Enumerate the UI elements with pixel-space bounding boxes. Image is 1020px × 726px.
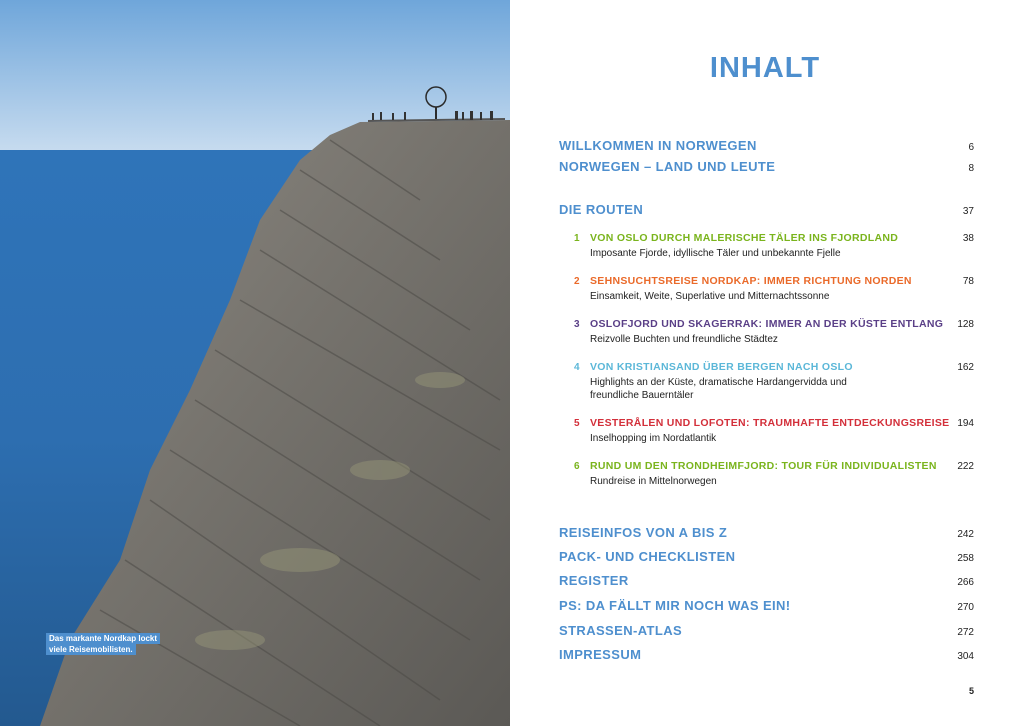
route-subtitle: Highlights an der Küste, dramatische Hardangervidda und freundliche Bauerntäler xyxy=(590,377,847,401)
toc-entry-page: 304 xyxy=(957,651,974,662)
route-subtitle: Inselhopping im Nordatlantik xyxy=(590,433,717,444)
caption-line-1: Das markante Nordkap lockt xyxy=(46,633,160,644)
route-number: 2 xyxy=(574,276,580,287)
route-title: VON OSLO DURCH MALERISCHE TÄLER INS FJORDLAND xyxy=(590,232,899,244)
route-subtitle: Imposante Fjorde, idyllische Täler und unbekannte Fjelle xyxy=(590,248,841,259)
route-subtitle: Einsamkeit, Weite, Superlative und Mitternachtssonne xyxy=(590,291,830,302)
route-title: SEHNSUCHTSREISE NORDKAP: IMMER RICHTUNG NORDEN xyxy=(590,275,912,287)
toc-entry-label: NORWEGEN – LAND UND LEUTE xyxy=(559,159,776,174)
route-number: 5 xyxy=(574,418,580,429)
route-title: OSLOFJORD UND SKAGERRAK: IMMER AN DER KÜSTE ENTLANG xyxy=(590,318,944,330)
toc-entry[interactable] xyxy=(559,525,974,540)
toc-entry-page: 272 xyxy=(957,627,974,638)
route-entry-1[interactable] xyxy=(574,232,974,260)
page-title: INHALT xyxy=(709,52,821,84)
route-entry-5[interactable] xyxy=(574,417,974,445)
route-page: 38 xyxy=(962,233,974,244)
route-entry-6[interactable] xyxy=(574,460,974,488)
route-title: RUND UM DEN TRONDHEIMFJORD: TOUR FÜR INDIVIDUALISTEN xyxy=(590,460,937,472)
route-number: 3 xyxy=(574,319,580,330)
toc-page xyxy=(510,0,1020,726)
toc-entry-page: 258 xyxy=(957,553,974,564)
route-number: 4 xyxy=(574,362,580,373)
toc-entry[interactable] xyxy=(559,647,974,662)
toc-entry-label: WILLKOMMEN IN NORWEGEN xyxy=(559,138,757,153)
toc-routes-heading[interactable] xyxy=(559,202,974,217)
toc-entry-page: 266 xyxy=(957,577,974,588)
toc-entry[interactable] xyxy=(559,549,974,564)
toc-entry-label: REISEINFOS VON A BIS Z xyxy=(559,525,728,540)
toc-entry-page: 8 xyxy=(968,163,974,174)
toc-entry[interactable] xyxy=(559,623,974,638)
route-number: 6 xyxy=(574,461,580,472)
route-entry-2[interactable] xyxy=(574,275,974,303)
route-subtitle: Rundreise in Mittelnorwegen xyxy=(590,476,717,487)
route-page: 162 xyxy=(957,362,974,373)
toc-entry-label: REGISTER xyxy=(559,573,629,588)
toc-entry[interactable] xyxy=(559,138,974,153)
toc-entry-page: 6 xyxy=(968,142,974,153)
toc-entry[interactable] xyxy=(559,573,974,588)
route-page: 222 xyxy=(957,461,974,472)
caption-line-2: viele Reisemobilisten. xyxy=(46,644,136,655)
route-subtitle: Reizvolle Buchten und freundliche Städtez xyxy=(590,334,778,345)
route-entry-4[interactable] xyxy=(574,361,974,402)
route-page: 78 xyxy=(962,276,974,287)
toc-entry-label: IMPRESSUM xyxy=(559,647,642,662)
route-page: 194 xyxy=(957,418,974,429)
route-title: VON KRISTIANSAND ÜBER BERGEN NACH OSLO xyxy=(590,361,853,373)
route-title: VESTERÅLEN UND LOFOTEN: TRAUMHAFTE ENTDECKUNGSREISE xyxy=(590,417,950,429)
toc-entry-page: 270 xyxy=(957,602,974,613)
photo-caption xyxy=(46,633,160,655)
page-number: 5 xyxy=(968,686,974,696)
route-entry-3[interactable] xyxy=(574,318,974,346)
toc-entry-label: PACK- UND CHECKLISTEN xyxy=(559,549,736,564)
toc-entry-label: PS: DA FÄLLT MIR NOCH WAS EIN! xyxy=(559,598,791,613)
route-page: 128 xyxy=(957,319,974,330)
toc-entry-page: 242 xyxy=(957,529,974,540)
toc-entry-label: STRASSEN-ATLAS xyxy=(559,623,683,638)
route-number: 1 xyxy=(574,233,580,244)
toc-entry[interactable] xyxy=(559,159,974,174)
toc-entry[interactable] xyxy=(559,598,974,613)
toc-entry-label: DIE ROUTEN xyxy=(559,202,644,217)
toc-entry-page: 37 xyxy=(962,206,974,217)
